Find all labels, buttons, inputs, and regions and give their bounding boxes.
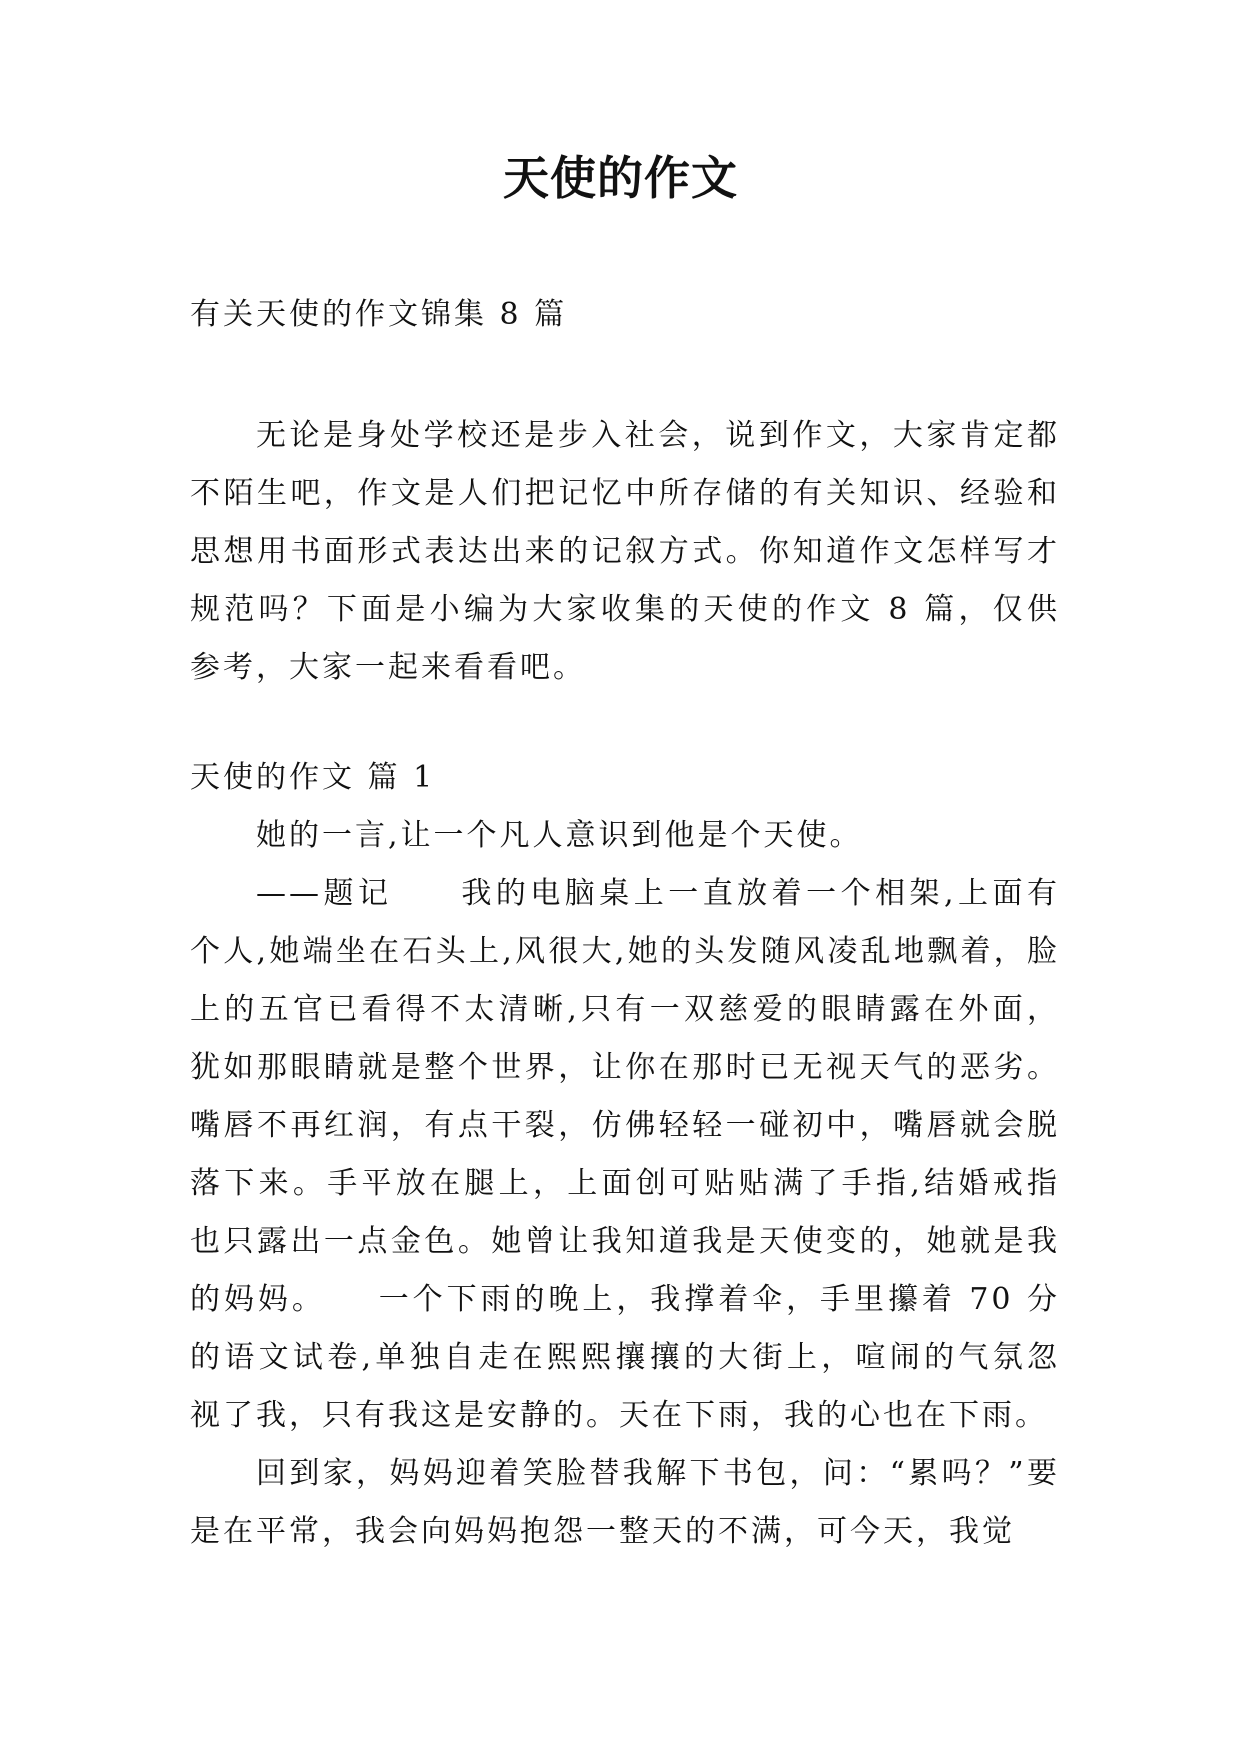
section-body: [190, 807, 1060, 1561]
document-title: 天使的作文: [503, 151, 738, 205]
document-subtitle: 有关天使的作文锦集 8 篇: [190, 297, 568, 332]
section-title: 天使的作文 篇 1: [190, 760, 436, 795]
intro-paragraph: 无论是身处学校还是步入社会，说到作文，大家肯定都不陌生吧，作文是人们把记忆中所存储的有关知识、经验和思想用书面形式表达出来的记叙方式。你知道作文怎样写才规范吗？下面是小编为大家收集的天使的作文 8 篇，仅供参考，大家一起来看看吧。: [190, 418, 1060, 685]
body-paragraph: 她的一言,让一个凡人意识到他是个天使。: [256, 818, 863, 853]
body-paragraph: 回到家，妈妈迎着笑脸替我解下书包，问：“累吗？”要是在平常，我会向妈妈抱怨一整天的不满，可今天，我觉: [190, 1456, 1060, 1549]
body-paragraph: ——题记 我的电脑桌上一直放着一个相架,上面有个人,她端坐在石头上,风很大,她的头发随风凌乱地飘着，脸上的五官已看得不太清晰,只有一双慈爱的眼睛露在外面，犹如那眼睛就是整个世界，让你在那时已无视天气的恶劣。嘴唇不再红润，有点干裂，仿佛轻轻一碰初中，嘴唇就会脱落下来。手平放在腿上，上面创可贴贴满了手指,结婚戒指也只露出一点金色。她曾让我知道我是天使变的，她就是我的妈妈。 一个下雨的晚上，我撑着伞，手里攥着 70 分的语文试卷,单独自走在熙熙攘攘的大街上，喧闹的气氛忽视了我，只有我这是安静的。天在下雨，我的心也在下雨。: [190, 876, 1060, 1433]
